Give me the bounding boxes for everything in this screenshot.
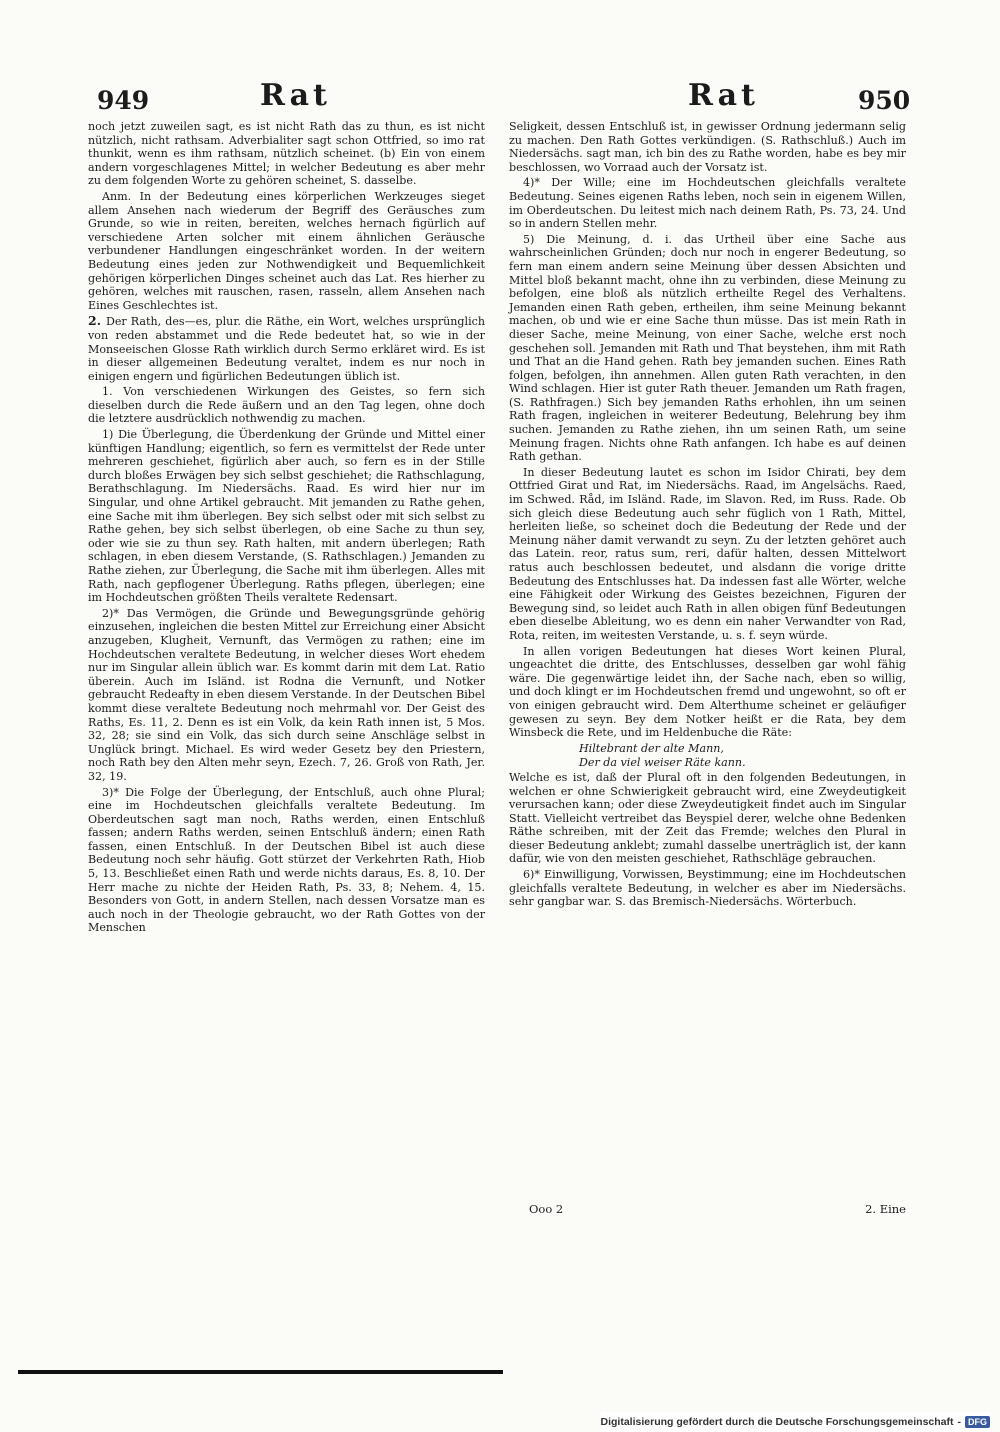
paragraph: 3)* Die Folge der Überlegung, der Entschluß, auch ohne Plural; eine im Hochdeutschen gleichfalls veraltete Bedeutung. Im Oberdeutschen sagt man noch, Raths werden, einen Entschluß fassen; andern Raths werden, seinen Entschluß ändern; einen Rath fassen, einen Entschluß. In der Deutschen Bibel ist auch diese Bedeutung noch sehr häufig. Gott stürzet der Verkehrten Rath, Hiob 5, 13. Beschließet einen Rath und werde nichts daraus, Es. 8, 10. Der Herr mache zu nichte der Heiden Rath, Ps. 33, 8; Nehem. 4, 15. Besonders von Gott, in andern Stellen, nach dessen Vorsatze man es auch noch in der Theologie gebraucht, wo der Rath Gottes von der Menschen <box>88 785 485 935</box>
paragraph: Welche es ist, daß der Plural oft in den folgenden Bedeutungen, in welchen er ohne Schwierigkeit gebraucht wird, eine Zweydeutigkeit verursachen kann; oder diese Zweydeutigkeit findet auch im Singular Statt. Vielleicht vertreibet das Beyspiel derer, welche ohne Bedenken Räthe schreiben, mit der Zeit das Fremde; welches den Plural in dieser Bedeutung anklebt; zumahl dasselbe unerträglich ist, der kann dafür, wie von den meisten geschiehet, Rathschläge gebrauchen. <box>509 770 906 866</box>
catchword: 2. Eine <box>865 1202 906 1216</box>
paragraph: 1. Von verschiedenen Wirkungen des Geistes, so fern sich dieselben durch die Rede äußern und an den Tag legen, ohne doch die letztere ausdrücklich nothwendig zu machen. <box>88 385 485 426</box>
running-head-left: Rat <box>260 78 331 113</box>
entry-paragraph <box>88 314 485 383</box>
verse-line: Hiltebrant der alte Mann, <box>579 741 724 755</box>
digitization-footer <box>601 1412 990 1432</box>
paragraph: 1) Die Überlegung, die Überdenkung der Gründe und Mittel einer künftigen Handlung; eigentlich, so fern es vermittelst der Rede unter mehreren geschiehet, figürlich aber auch, so fern es in der Stille durch bloßes Erwägen bey sich selbst geschiehet; die Rathschlagung, Berathschlagung. Im Niedersächs. Raad. Es wird hier nur im Singular, und ohne Artikel gebraucht. Mit jemanden zu Rathe gehen, eine Sache mit ihm überlegen. Bey sich selbst oder mit sich selbst zu Rathe gehen, bey sich selbst überlegen, ob eine Sache zu thun sey, oder wie sie zu thun sey. Rath halten, mit andern überlegen; Rath schlagen, in eben diesem Verstande, (S. Rathschlagen.) Jemanden zu Rathe ziehen, zur Überlegung, die Sache mit ihm überlegen. Alles mit Rath, nach gepflogener Überlegung. Raths pflegen, überlegen; eine im Hochdeutschen größten Theils veraltete Redensart. <box>88 428 485 605</box>
paragraph: 2)* Das Vermögen, die Gründe und Bewegungsgründe gehörig einzusehen, ingleichen die besten Mittel zur Erreichung einer Absicht anzugeben, Klugheit, Vernunft, das Vermögen zu rathen; eine im Hochdeutschen veraltete Bedeutung, in welcher dieses Wort ehedem nur im Singular allein üblich war. Es kommt darin mit dem Lat. Ratio überein. Auch im Isländ. ist Rodna die Vernunft, und Notker gebraucht Redeafty in eben diesem Verstande. In der Deutschen Bibel kommt diese veraltete Bedeutung noch mehrmahl vor. Der Geist des Raths, Es. 11, 2. Denn es ist ein Volk, da kein Rath innen ist, 5 Mos. 32, 28; sie sind ein Volk, das sich durch seine Anschläge selbst in Unglück bringt. Michael. Es wird weder Gesetz bey den Priestern, noch Rath bey den Alten mehr seyn, Ezech. 7, 26. Groß von Rath, Jer. 32, 19. <box>88 606 485 783</box>
paragraph: 5) Die Meinung, d. i. das Urtheil über eine Sache aus wahrscheinlichen Gründen; doch nur noch in engerer Bedeutung, so fern man einem andern seine Meinung über dessen Absichten und Mittel bloß bekannt macht, ohne ihn zu verbinden, diese Meinung zu befolgen, eine bloß als nützlich ertheilte Regel des Verhaltens. Jemanden einen Rath geben, ertheilen, ihm seine Meinung bekannt machen, ob und wie er eine Sache thun müsse. Das ist mein Rath in dieser Sache, meine Meinung, von einer Sache, welche erst noch geschehen soll. Jemanden mit Rath und That beystehen, ihm mit Rath und That an die Hand gehen. Rath bey jemanden suchen. Eines Rath folgen, befolgen, ihn annehmen. Allen guten Rath verachten, in den Wind schlagen. Hier ist guter Rath theuer. Jemanden um Rath fragen, (S. Rathfragen.) Sich bey jemanden Raths erhohlen, ihn um seinen Rath fragen, ingleichen in weiterer Bedeutung, Belehrung bey ihm suchen. Jemanden zu Rathe ziehen, ihn um seinen Rath, um seine Meinung fragen. Nichts ohne Rath anfangen. Ich habe es auf deinen Rath gethan. <box>509 232 906 464</box>
signature-mark: Ooo 2 <box>529 1202 564 1216</box>
footer-text: Digitalisierung gefördert durch die Deutsche Forschungsgemeinschaft <box>600 1416 954 1428</box>
page-foot <box>509 1202 906 1216</box>
separator: - <box>957 1416 961 1428</box>
page-number-left: 949 <box>97 86 150 115</box>
right-column <box>509 120 906 911</box>
verse-line: Der da viel weiser Räte kann. <box>579 756 746 770</box>
paragraph: Seligkeit, dessen Entschluß ist, in gewisser Ordnung jedermann selig zu machen. Den Rath Gottes verkündigen. (S. Rathschluß.) Auch im Niedersächs. sagt man, ich bin des zu Rathe worden, habe es bey mir beschlossen, wo Vorraad auch der Vorsatz ist. <box>509 120 906 174</box>
paragraph: 4)* Der Wille; eine im Hochdeutschen gleichfalls veraltete Bedeutung. Seines eigenen Raths leben, noch sein in eigenem Willen, im Oberdeutschen. Du leitest mich nach deinem Rath, Ps. 73, 24. Und so in andern Stellen mehr. <box>509 176 906 231</box>
entry-text: Der Rath, des—es, plur. die Räthe, ein Wort, welches ursprünglich von reden abstammet und die Rede bedeutet hat, so wie in der Monseeischen Glosse Rath wirklich durch Sermo erkläret wird. Es ist in dieser allgemeinen Bedeutung veraltet, indem es nur noch in einigen engern und figürlichen Bedeutungen üblich ist. <box>88 315 485 383</box>
page-number-right: 950 <box>858 86 911 115</box>
paragraph: In allen vorigen Bedeutungen hat dieses Wort keinen Plural, ungeachtet die dritte, des Entschlusses, desselben gar wohl fähig wäre. Die gegenwärtige leidet ihn, der Sache nach, eben so willig, und doch klingt er im Hochdeutschen fremd und ungewohnt, so oft er von einigen gebraucht wird. Dem Alterthume scheinet er geläufiger gewesen zu seyn. Bey dem Notker heißt er die Rata, bey dem Winsbeck die Rete, und im Heldenbuche die Räte: <box>509 644 906 740</box>
running-head-right: Rat <box>688 78 759 113</box>
paragraph: noch jetzt zuweilen sagt, es ist nicht Rath das zu thun, es ist nicht nützlich, nicht rathsam. Adverbialiter sagt schon Ottfried, so imo rat thunkit, wenn es ihm rathsam, nützlich scheinet. (b) Ein von einem andern vorgeschlagenes Mittel; in welcher Bedeutung es aber mehr zu dem folgenden Worte zu gehören scheinet, S. dasselbe. <box>88 120 485 188</box>
left-column <box>88 120 485 937</box>
entry-number: 2. <box>88 313 106 329</box>
paragraph: In dieser Bedeutung lautet es schon im Isidor Chirati, bey dem Ottfried Girat und Rat, im Niedersächs. Raad, im Angelsächs. Raed, im Schwed. Råd, im Isländ. Rade, im Slavon. Red, im Russ. Rade. Ob sich gleich diese Bedeutung auch sehr füglich von 1 Rath, Mittel, herleiten ließe, so scheinet doch die Bedeutung der Rede und der Meinung näher damit verwandt zu seyn. Zu der letzten gehöret auch das Latein. reor, ratus sum, reri, dafür halten, dessen Mittelwort ratus auch beschlossen bedeutet, und alsdann die vorige dritte Bedeutung des Entschlusses hat. Da indessen fast alle Wörter, welche eine Fähigkeit oder Wirkung des Geistes bezeichnen, Figuren der Bewegung sind, so leidet auch Rath in allen obigen fünf Bedeutungen eben dieselbe Ableitung, wo es denn ein naher Verwandter von Rad, Rota, reiten, im weitesten Verstande, u. s. f. seyn würde. <box>509 465 906 642</box>
scan-edge-rule <box>18 1370 503 1374</box>
paragraph: Anm. In der Bedeutung eines körperlichen Werkzeuges sieget allem Ansehen nach wiederum der Begriff des Geräusches zum Grunde, so wie in reiten, bereiten, welches hernach figürlich auf verschiedene Arten solcher mit einem ähnlichen Geräusche verbundener Handlungen eingeschränket worden. In der weitern Bedeutung eines jeden zur Nothwendigkeit und Bequemlichkeit gehörigen körperlichen Dinges scheinet auch das Lat. Res hierher zu gehören, welches mit rauschen, rasen, rasseln, allem Ansehen nach Eines Geschlechtes ist. <box>88 189 485 312</box>
dfg-logo-icon: DFG <box>965 1416 990 1428</box>
paragraph: 6)* Einwilligung, Vorwissen, Beystimmung; eine im Hochdeutschen gleichfalls veraltete Bedeutung, in welcher es aber im Niedersächs. sehr gangbar war. S. das Bremisch-Niedersächs. Wörterbuch. <box>509 868 906 909</box>
